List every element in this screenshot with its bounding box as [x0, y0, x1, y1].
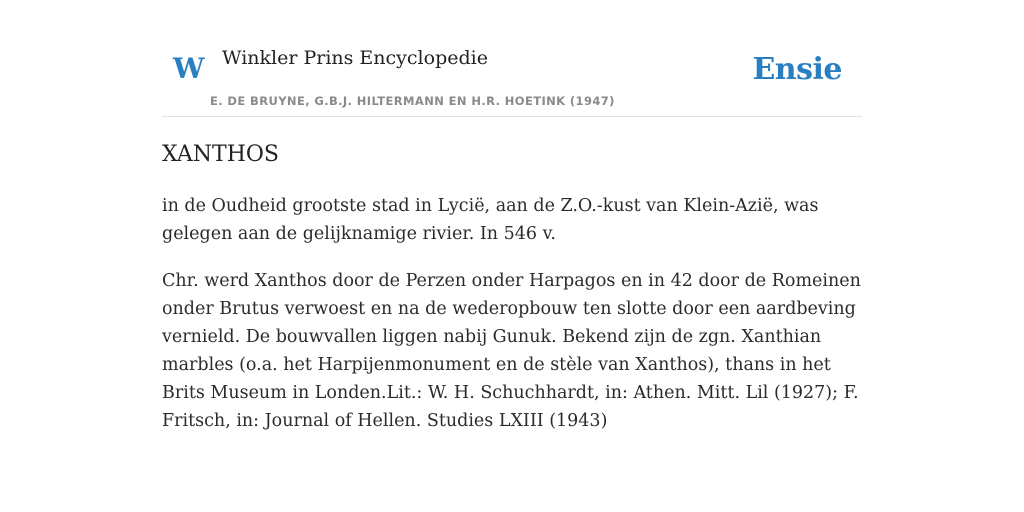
ensie-logo-link[interactable]: Ensie — [752, 52, 842, 87]
publication-title[interactable]: Winkler Prins Encyclopedie — [222, 47, 488, 69]
entry-paragraph: Chr. werd Xanthos door de Perzen onder Harpagos en in 42 door de Romeinen onder Brutus verwoest en na de wederopbouw ten slotte door een aardbeving vernield. De bouwvallen liggen nabij Gunuk. Bekend zijn de zgn. Xanthian marbles (o.a. het Harpijenmonument en de stèle van Xanthos), thans in het Brits Museum in Londen.Lit.: W. H. Schuchhardt, in: Athen. Mitt. Lil (1927); F. Fritsch, in: Journal of Hellen. Studies LXIII (1943) — [162, 271, 861, 431]
encyclopedia-header — [162, 40, 862, 117]
entry-body — [162, 192, 864, 454]
publication-authors: E. DE BRUYNE, G.B.J. HILTERMANN EN H.R. HOETINK (1947) — [210, 94, 615, 108]
winkler-prins-logo[interactable]: W — [173, 52, 205, 85]
entry-title: XANTHOS — [162, 142, 279, 167]
entry-paragraph: in de Oudheid grootste stad in Lycië, aan de Z.O.-kust van Klein-Azië, was gelegen aan de gelijknamige rivier. In 546 v. — [162, 196, 819, 244]
